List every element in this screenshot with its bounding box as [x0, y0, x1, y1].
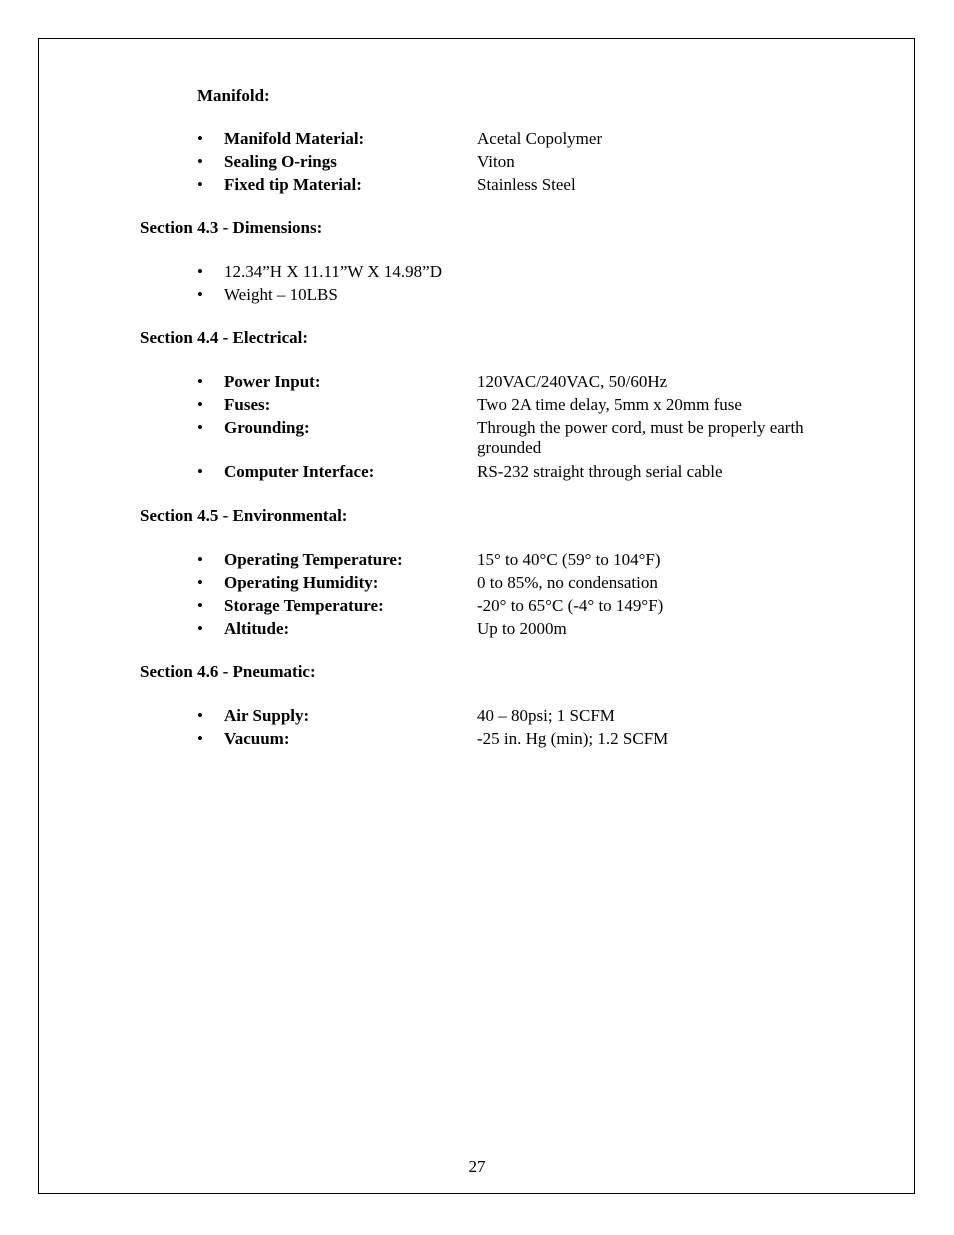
page-border	[38, 38, 915, 1194]
spec-label: Sealing O-rings	[224, 152, 337, 171]
bullet: •	[197, 550, 203, 569]
bullet: •	[197, 152, 203, 171]
spec-label: Operating Temperature:	[224, 550, 403, 569]
spec-value: 40 – 80psi; 1 SCFM	[477, 706, 615, 725]
page-number: 27	[468, 1157, 486, 1176]
spec-label: Vacuum:	[224, 729, 290, 748]
spec-value: -20° to 65°C (-4° to 149°F)	[477, 596, 664, 615]
section-heading-environmental: Section 4.5 - Environmental:	[140, 506, 348, 525]
bullet: •	[197, 462, 203, 481]
spec-label: Altitude:	[224, 619, 290, 638]
bullet: •	[197, 706, 203, 725]
bullet: •	[197, 175, 203, 194]
spec-label: Air Supply:	[224, 706, 310, 725]
spec-label: Operating Humidity:	[224, 573, 379, 592]
manifold-heading: Manifold:	[197, 86, 270, 105]
section-heading-dimensions: Section 4.3 - Dimensions:	[140, 218, 323, 237]
spec-value: Stainless Steel	[477, 175, 576, 194]
spec-label: Fixed tip Material:	[224, 175, 362, 194]
weight-item: Weight – 10LBS	[224, 285, 338, 304]
bullet: •	[197, 129, 203, 148]
bullet: •	[197, 729, 203, 748]
bullet: •	[197, 596, 203, 615]
spec-value: 120VAC/240VAC, 50/60Hz	[477, 372, 668, 391]
spec-value: 15° to 40°C (59° to 104°F)	[477, 550, 661, 569]
bullet: •	[197, 395, 203, 414]
bullet: •	[197, 619, 203, 638]
bullet: •	[197, 285, 203, 304]
spec-value: -25 in. Hg (min); 1.2 SCFM	[477, 729, 669, 748]
spec-label: Grounding:	[224, 418, 310, 437]
spec-label: Storage Temperature:	[224, 596, 384, 615]
spec-value: Acetal Copolymer	[477, 129, 603, 148]
spec-value: Up to 2000m	[477, 619, 567, 638]
section-heading-pneumatic: Section 4.6 - Pneumatic:	[140, 662, 316, 681]
spec-label: Computer Interface:	[224, 462, 375, 481]
spec-value: Two 2A time delay, 5mm x 20mm fuse	[477, 395, 742, 414]
bullet: •	[197, 418, 203, 437]
spec-value: Viton	[477, 152, 515, 171]
spec-value: Through the power cord, must be properly earth grounded	[477, 418, 804, 457]
spec-label: Fuses:	[224, 395, 271, 414]
spec-label: Manifold Material:	[224, 129, 365, 148]
spec-label: Power Input:	[224, 372, 321, 391]
bullet: •	[197, 573, 203, 592]
bullet: •	[197, 372, 203, 391]
bullet: •	[197, 262, 203, 281]
dimension-item: 12.34”H X 11.11”W X 14.98”D	[224, 262, 442, 281]
spec-value: RS-232 straight through serial cable	[477, 462, 723, 481]
spec-value: 0 to 85%, no condensation	[477, 573, 658, 592]
section-heading-electrical: Section 4.4 - Electrical:	[140, 328, 309, 347]
